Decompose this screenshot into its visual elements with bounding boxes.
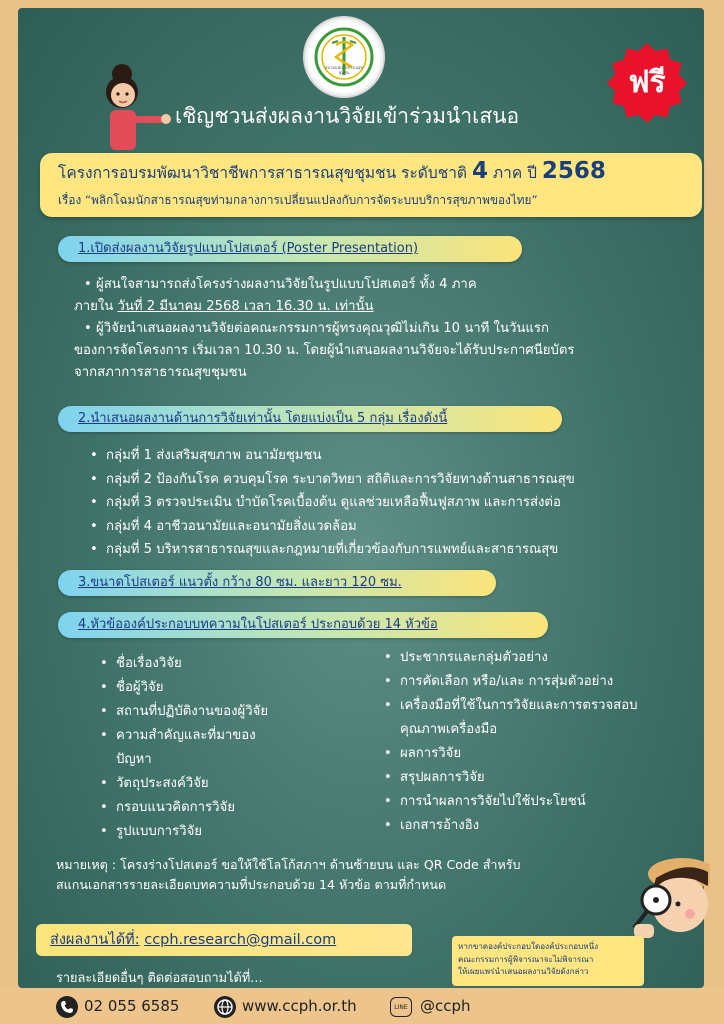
- list-item: • ผลการวิจัย: [380, 742, 700, 766]
- list-item: • กลุ่มที่ 1 ส่งเสริมสุขภาพ อนามัยชุมชน: [86, 444, 698, 468]
- section3-heading: 3.ขนาดโปสเตอร์ แนวตั้ง กว้าง 80 ซม. และยาว 120 ซม.: [58, 570, 496, 596]
- list-item: • ชื่อเรื่องวิจัย: [96, 652, 364, 676]
- warning-line1: หากขาดองค์ประกอบใดองค์ประกอบหนึ่ง: [458, 941, 599, 951]
- list-item-text: เครื่องมือที่ใช้ในการวิจัยและการตรวจสอบ: [400, 698, 638, 713]
- section2-heading: 2.นำเสนอผลงานด้านการวิจัยเท่านั้น โดยแบ่งเป็น 5 กลุ่ม เรื่องดังนี้: [58, 406, 562, 432]
- regions-word: ภาค: [492, 164, 523, 182]
- list-item-cont: คุณภาพเครื่องมือ: [400, 722, 498, 737]
- warning-box: [452, 936, 644, 986]
- group-list: [86, 444, 698, 562]
- contact-text: รายละเอียดอื่นๆ ติดต่อสอบถามได้ที่...: [56, 971, 263, 986]
- project-box: [40, 153, 702, 217]
- free-badge: [606, 42, 688, 124]
- globe-icon: [214, 996, 236, 1018]
- footnote-line2: สแกนเอกสารรายละเอียดบทความที่ประกอบด้วย 14 หัวข้อ ตามที่กำหนด: [56, 877, 447, 892]
- list-item: [96, 724, 364, 772]
- line-id[interactable]: @ccph: [420, 997, 471, 1015]
- project-name: โครงการอบรมพัฒนาวิชาชีพการสาธารณสุขชุมชน ระดับชาติ: [58, 164, 468, 182]
- list-item-cont: ปัญหา: [116, 752, 152, 767]
- line-contact: [390, 995, 471, 1017]
- caduceus-icon: [308, 21, 380, 93]
- phone-icon: [56, 996, 78, 1018]
- section1-p2-line3: จากสภาการสาธารณสุขชุมชน: [74, 365, 247, 380]
- section1-p2-line1: • ผู้วิจัยนำเสนอผลงานวิจัยต่อคณะกรรมการผู้ทรงคุณวุฒิไม่เกิน 10 นาที ในวันแรก: [84, 321, 549, 336]
- section1-body: [74, 274, 694, 384]
- phone-number[interactable]: 02 055 6585: [84, 997, 180, 1015]
- list-item: • กลุ่มที่ 3 ตรวจประเมิน บำบัดโรคเบื้องต้น ดูแลช่วยเหลือฟื้นฟูสภาพ และการส่งต่อ: [86, 491, 698, 515]
- thinking-character-icon: [626, 852, 710, 938]
- email-link[interactable]: ccph.research@gmail.com: [144, 932, 337, 948]
- components-left-list: [96, 652, 364, 844]
- list-item: • ชื่อผู้วิจัย: [96, 676, 364, 700]
- list-item-text: ความสำคัญและที่มาของ: [116, 728, 256, 743]
- list-item: • วัตถุประสงค์วิจัย: [96, 772, 364, 796]
- section1-heading: 1.เปิดส่งผลงานวิจัยรูปแบบโปสเตอร์ (Poster Presentation): [58, 236, 522, 262]
- footnote-line1: หมายเหตุ : โครงร่างโปสเตอร์ ขอให้ใช้โลโก้สภาฯ ด้านซ้ายบน และ QR Code สำหรับ: [56, 857, 521, 872]
- list-item: • เอกสารอ้างอิง: [380, 814, 700, 838]
- website-url[interactable]: www.ccph.or.th: [242, 997, 357, 1015]
- organization-logo: [305, 18, 383, 96]
- section1-p1-line2: [74, 296, 694, 318]
- list-item: • กลุ่มที่ 4 อาชีวอนามัยและอนามัยสิ่งแวดล้อม: [86, 515, 698, 539]
- warning-line3: ให้เผยแพร่นำเสนอผลงานวิจัยดังกล่าว: [458, 966, 589, 976]
- teacher-character-icon: [96, 62, 176, 154]
- website-contact: [214, 995, 357, 1018]
- list-item: • กลุ่มที่ 5 บริหารสาธารณสุขและกฎหมายที่เกี่ยวข้องกับการแพทย์และสาธารณสุข: [86, 538, 698, 562]
- list-item: • การนำผลการวิจัยไปใช้ประโยชน์: [380, 790, 700, 814]
- submission-email-box: [36, 924, 412, 956]
- list-item: • กรอบแนวคิดการวิจัย: [96, 796, 364, 820]
- logo-caption: สมาคมนักสาธารณสุขชุมชน: [324, 65, 364, 75]
- section4-heading: 4.หัวข้อองค์ประกอบบทความในโปสเตอร์ ประกอบด้วย 14 หัวข้อ: [58, 612, 548, 638]
- line-icon: [390, 997, 412, 1017]
- list-item: [380, 694, 700, 742]
- section1-p2-line2: ของการจัดโครงการ เริ่มเวลา 10.30 น. โดยผู้นำเสนอผลงานวิจัยจะได้รับประกาศนียบัตร: [74, 343, 575, 358]
- list-item: • สรุปผลการวิจัย: [380, 766, 700, 790]
- page-title: เชิญชวนส่งผลงานวิจัยเข้าร่วมนำเสนอ: [175, 104, 520, 128]
- regions-number: 4: [471, 158, 488, 184]
- free-badge-text: ฟรี: [628, 65, 666, 100]
- section1-p1-line1: • ผู้สนใจสามารถส่งโครงร่างผลงานวิจัยในรูปแบบโปสเตอร์ ทั้ง 4 ภาค: [84, 277, 477, 292]
- year-word: ปี: [527, 164, 537, 182]
- submission-deadline: วันที่ 2 มีนาคม 2568 เวลา 16.30 น. เท่านั้น: [117, 299, 374, 314]
- list-item: • การคัดเลือก หรือ/และ การสุ่มตัวอย่าง: [380, 670, 700, 694]
- components-right-list: [380, 646, 700, 838]
- footnote: [56, 855, 616, 895]
- list-item: • รูปแบบการวิจัย: [96, 820, 364, 844]
- project-subject: เรื่อง “พลิกโฉมนักสาธารณสุขท่ามกลางการเปลี่ยนแปลงกับการจัดระบบบริการสุขภาพของไทย”: [58, 193, 538, 207]
- phone-contact: [56, 995, 179, 1018]
- deadline-prefix: ภายใน: [74, 299, 118, 314]
- list-item: • ประชากรและกลุ่มตัวอย่าง: [380, 646, 700, 670]
- warning-line2: คณะกรรมการผู้พิจารณาจะไม่พิจารณา: [458, 953, 594, 964]
- project-line: [58, 158, 606, 185]
- list-item: • สถานที่ปฏิบัติงานของผู้วิจัย: [96, 700, 364, 724]
- submit-label: ส่งผลงานได้ที่:: [50, 932, 140, 948]
- line-icon-text: LINE: [394, 1003, 408, 1011]
- list-item: • กลุ่มที่ 2 ป้องกันโรค ควบคุมโรค ระบาดวิทยา สถิติและการวิจัยทางด้านสาธารณสุข: [86, 468, 698, 492]
- project-year: 2568: [541, 158, 606, 184]
